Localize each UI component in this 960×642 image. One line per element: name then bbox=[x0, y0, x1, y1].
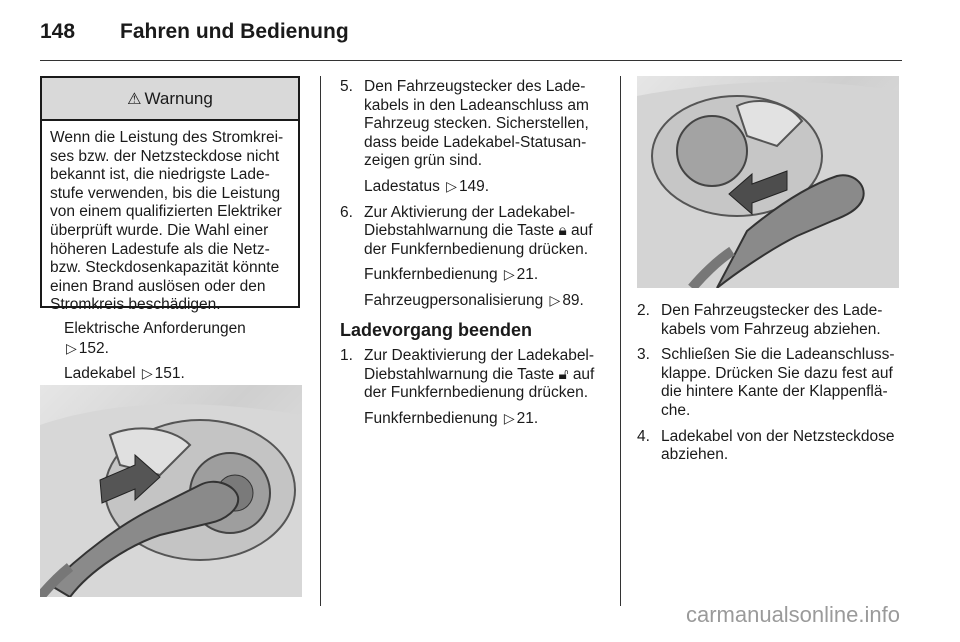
column-divider-1 bbox=[320, 76, 321, 606]
warning-title: Warnung bbox=[144, 89, 213, 108]
list-item: 1. Zur Deaktivierung der Ladekabel-Diebstahlwarnung die Taste 🔓︎ auf der Funkfernbedienung drücken. Funkfernbedienung ▷ 21. bbox=[340, 347, 595, 427]
unlock-icon: 🔓︎ bbox=[558, 365, 569, 383]
page-number: 148 bbox=[40, 20, 76, 43]
list-item: 2. Den Fahrzeugstecker des Ladekabels vom Fahrzeug abziehen. bbox=[637, 302, 883, 338]
middle-text bbox=[340, 78, 606, 436]
ref-electrical-requirements: Elektrische Anforderungen ▷ 152. bbox=[64, 320, 246, 357]
triangle-right-icon: ▷ bbox=[66, 339, 77, 356]
warning-header bbox=[42, 78, 298, 121]
list-item: 4. Ladekabel von der Netzsteckdose abziehen. bbox=[637, 427, 895, 464]
watermark: carmanualsonline.info bbox=[685, 602, 900, 627]
triangle-right-icon: ▷ bbox=[446, 177, 457, 194]
left-text bbox=[64, 320, 304, 390]
triangle-right-icon: ▷ bbox=[141, 365, 153, 382]
right-text bbox=[637, 302, 903, 472]
list-item: 6. Zur Aktivierung der Ladekabel-Diebstahlwarnung die Taste 🔒︎ auf der Funkfernbedienung drücken. Funkfernbedienung ▷ 21. Fahrzeugpersonalisierung ▷ 89. bbox=[340, 203, 593, 309]
warning-box bbox=[40, 76, 300, 314]
steps-end-continued bbox=[637, 302, 903, 465]
steps-end bbox=[340, 347, 606, 428]
page-header bbox=[40, 14, 902, 56]
lock-icon: 🔒︎ bbox=[558, 222, 567, 240]
column-divider-2 bbox=[620, 76, 621, 606]
triangle-right-icon: ▷ bbox=[503, 409, 515, 426]
triangle-right-icon: ▷ bbox=[549, 291, 561, 308]
illustration-plug-inserted bbox=[40, 385, 302, 597]
illustration-plug-removed bbox=[637, 76, 899, 288]
steps-start bbox=[340, 78, 606, 311]
list-item: 5. Den Fahrzeugstecker des Ladekabels in den Ladeanschluss am Fahrzeug stecken. Sicherstellen, dass beide Ladekabel-Statusanzeigen grün sind. Ladestatus ▷ 149. bbox=[340, 78, 589, 195]
page-title: Fahren und Bedienung bbox=[120, 20, 349, 43]
triangle-right-icon: ▷ bbox=[503, 266, 515, 283]
ref-charging-cable: Ladekabel ▷ 151. bbox=[64, 365, 185, 383]
header-rule bbox=[40, 60, 902, 61]
section-heading: Ladevorgang beenden bbox=[340, 319, 533, 340]
warning-text: Wenn die Leistung des Stromkreises bzw. der Netzsteckdose nicht bekannt ist, die niedrigste Ladestufe verwenden, bis die Leistung von einem qualifizierten Elektriker überprüft wurde. Die Wahl einer höheren Ladestufe als die Netzbzw. Steckdosenkapazität könnte einen Brand auslösen oder den Stromkreis beschädigen. bbox=[50, 129, 284, 314]
warning-triangle-icon: ⚠ bbox=[127, 91, 142, 108]
list-item: 3. Schließen Sie die Ladeanschlussklappe. Drücken Sie dazu fest auf die hintere Kante der Klappenfläche. bbox=[637, 346, 895, 419]
